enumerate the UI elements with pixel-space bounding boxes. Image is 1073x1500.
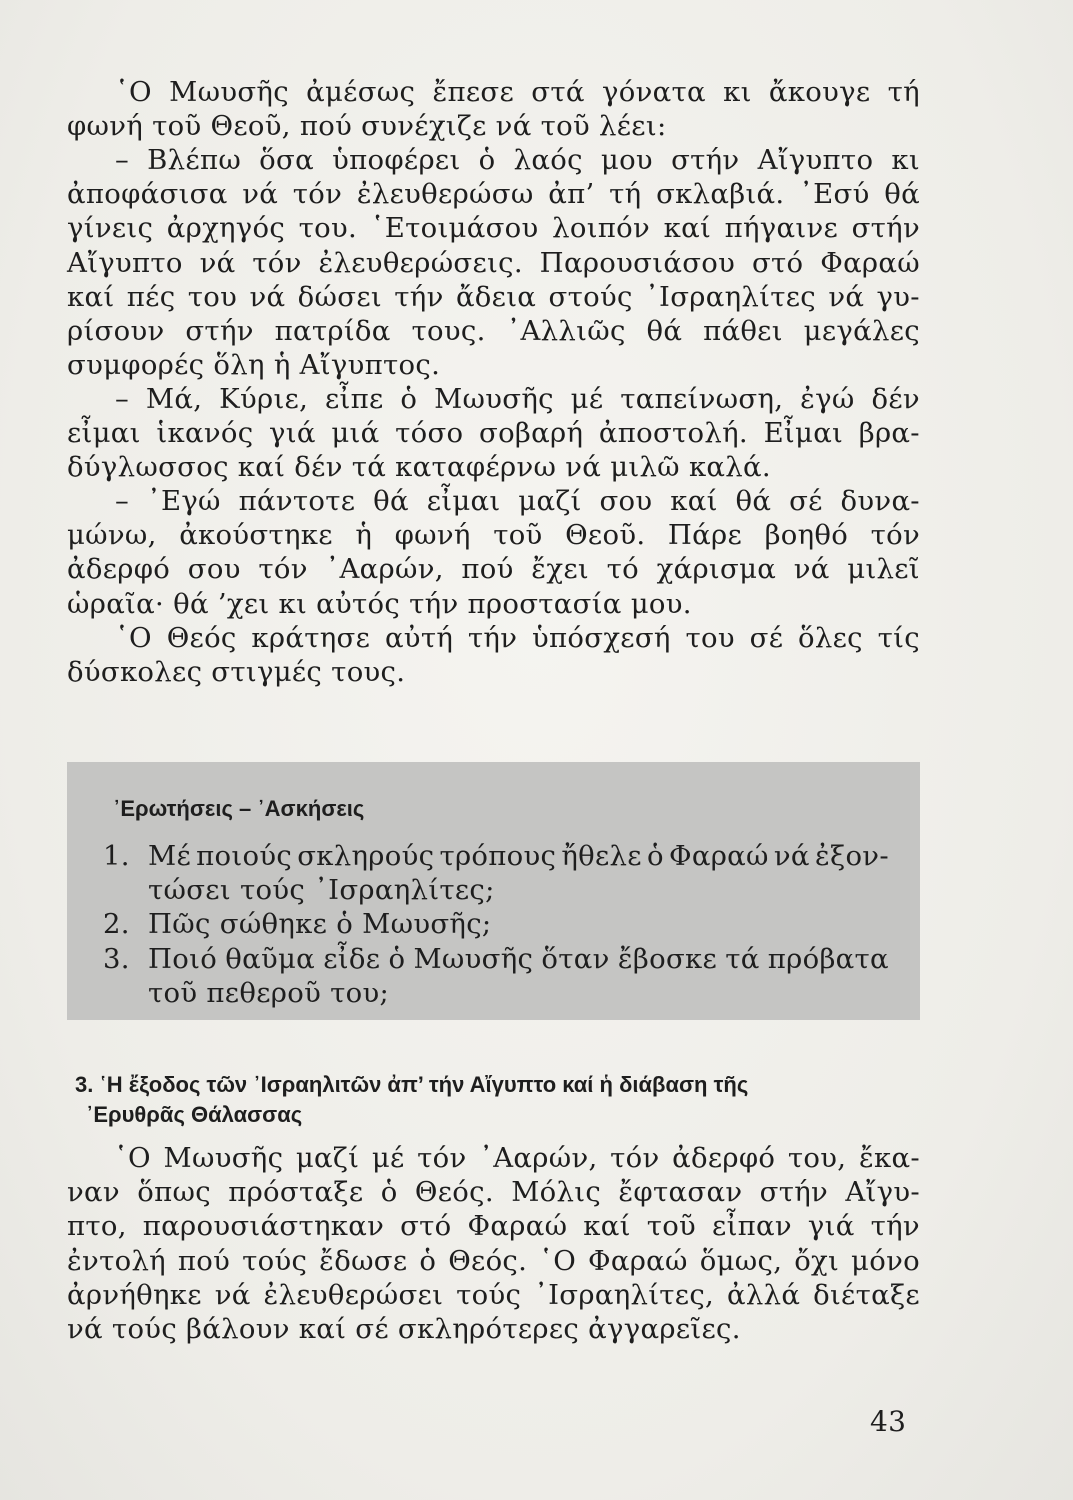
body-line: ἀδερφό σου τόν ᾿Ααρών, πού ἔχει τό χάρισμα νά μιλεῖ bbox=[67, 553, 920, 586]
body-line: ρίσουν στήν πατρίδα τους. ᾿Αλλιῶς θά πάθει μεγάλες bbox=[67, 314, 920, 347]
section-line: ἐντολή πού τούς ἔδωσε ὁ Θεός. ῾Ο Φαραώ ὅμως, ὄχι μόνο bbox=[67, 1244, 920, 1277]
page-number: 43 bbox=[870, 1405, 907, 1438]
section-line: ῾Ο Μωυσῆς μαζί μέ τόν ᾿Ααρών, τόν ἀδερφό του, ἔκα- bbox=[114, 1142, 920, 1174]
body-line: ῾Ο Θεός κράτησε αὐτή τήν ὑπόσχεσή του σέ ὅλες τίς bbox=[115, 621, 920, 654]
body-line: – ᾿Εγώ πάντοτε θά εἶμαι μαζί σου καί θά σέ δυνα- bbox=[115, 485, 920, 518]
body-line: ὡραῖα· θά ’χει κι αὐτός τήν προστασία μου. bbox=[67, 587, 692, 620]
questions-heading: ᾿Ερωτήσεις – ᾿Ασκήσεις bbox=[113, 796, 365, 821]
body-line: δύγλωσσος καί δέν τά καταφέρνω νά μιλῶ καλά. bbox=[67, 451, 771, 484]
body-line: ῾Ο Μωυσῆς ἀμέσως ἔπεσε στά γόνατα κι ἄκουγε τή bbox=[115, 76, 920, 108]
body-line: μώνω, ἀκούστηκε ἡ φωνή τοῦ Θεοῦ. Πάρε βοηθό τόν bbox=[67, 519, 920, 552]
body-line: Αἴγυπτο νά τόν ἐλευθερώσεις. Παρουσιάσου στό Φαραώ bbox=[67, 246, 920, 279]
body-line: συμφορές ὅλη ἡ Αἴγυπτος. bbox=[67, 348, 441, 381]
body-line: – Βλέπω ὅσα ὑποφέρει ὁ λαός μου στήν Αἴγυπτο κι bbox=[115, 144, 920, 177]
question-number: 1. bbox=[103, 840, 130, 872]
body-line: ἀποφάσισα νά τόν ἐλευθερώσω ἀπ’ τή σκλαβιά. ᾿Εσύ θά bbox=[67, 178, 920, 211]
section-heading: 3. ῾Η ἔξοδος τῶν ᾿Ισραηλιτῶν ἀπ’ τήν Αἴγυπτο καί ἡ διάβαση τῆς bbox=[75, 1072, 749, 1097]
body-line: γίνεις ἀρχηγός του. ῾Ετοιμάσου λοιπόν καί πήγαινε στήν bbox=[67, 212, 920, 245]
body-line: εἶμαι ἱκανός γιά μιά τόσο σοβαρή ἀποστολή. Εἶμαι βρα- bbox=[67, 417, 920, 449]
question-number: 2. bbox=[103, 908, 130, 941]
section-heading-continued: ᾿Ερυθρᾶς Θάλασσας bbox=[86, 1102, 303, 1127]
question-text: Πῶς σώθηκε ὁ Μωυσῆς; bbox=[148, 908, 492, 941]
question-number: 3. bbox=[103, 942, 130, 975]
body-line: δύσκολες στιγμές τους. bbox=[67, 655, 406, 688]
question-text: Μέ ποιούς σκληρούς τρόπους ἤθελε ὁ Φαραώ νά ἐξον- bbox=[148, 840, 889, 872]
section-line: ἀρνήθηκε νά ἐλευθερώσει τούς ᾿Ισραηλίτες, ἀλλά διέταξε bbox=[67, 1278, 920, 1311]
section-line: ναν ὅπως πρόσταξε ὁ Θεός. Μόλις ἔφτασαν στήν Αἴγυ- bbox=[67, 1176, 920, 1209]
body-line: καί πές του νά δώσει τήν ἄδεια στούς ᾿Ισραηλίτες νά γυ- bbox=[67, 280, 920, 313]
question-text: Ποιό θαῦμα εἶδε ὁ Μωυσῆς ὅταν ἔβοσκε τά πρόβατα bbox=[148, 942, 889, 975]
section-line: πτο, παρουσιάστηκαν στό Φαραώ καί τοῦ εἶπαν γιά τήν bbox=[67, 1210, 920, 1243]
body-line: φωνή τοῦ Θεοῦ, πού συνέχιζε νά τοῦ λέει: bbox=[67, 110, 667, 143]
body-line: – Μά, Κύριε, εἶπε ὁ Μωυσῆς μέ ταπείνωση, ἐγώ δέν bbox=[115, 382, 920, 415]
question-text: τώσει τούς ᾿Ισραηλίτες; bbox=[148, 874, 495, 907]
section-line: νά τούς βάλουν καί σέ σκληρότερες ἀγγαρεῖες. bbox=[67, 1313, 741, 1345]
question-text: τοῦ πεθεροῦ του; bbox=[148, 976, 390, 1009]
